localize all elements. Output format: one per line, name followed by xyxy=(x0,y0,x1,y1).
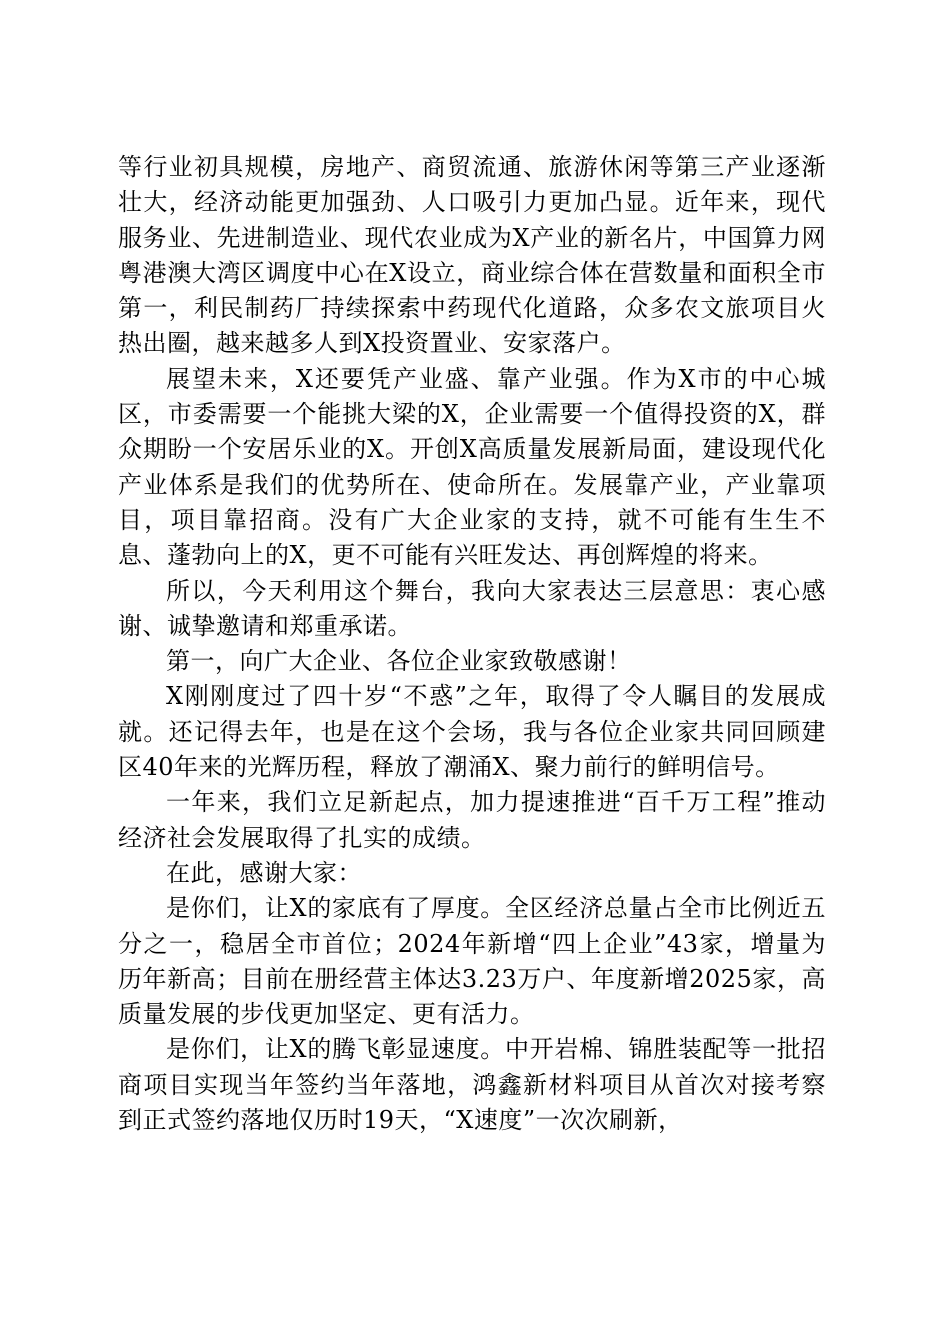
paragraph-continued: 等行业初具规模，房地产、商贸流通、旅游休闲等第三产业逐渐壮大，经济动能更加强劲、人口吸引力更加凸显。近年来，现代服务业、先进制造业、现代农业成为X产业的新名片，中国算力网粤港澳大湾区调度中心在X设立，商业综合体在营数量和面积全市第一，利民制药厂持续探索中药现代化道路，众多农文旅项目火热出圈，越来越多人到X投资置业、安家落户。 xyxy=(118,153,826,358)
paragraph-economic-base: 是你们，让X的家底有了厚度。全区经济总量占全市比例近五分之一，稳居全市首位；2024年新增“四上企业”43家，增量为历年新高；目前在册经营主体达3.23万户、年度新增2025家，高质量发展的步伐更加坚定、更有活力。 xyxy=(118,894,826,1029)
paragraph-speed: 是你们，让X的腾飞彰显速度。中开岩棉、锦胜装配等一批招商项目实现当年签约当年落地，鸿鑫新材料项目从首次对接考察到正式签约落地仅历时19天，“X速度”一次次刷新， xyxy=(118,1035,826,1135)
paragraph-anniversary: X刚刚度过了四十岁“不惑”之年，取得了令人瞩目的发展成就。还记得去年，也是在这个会场，我与各位企业家共同回顾建区40年来的光辉历程，释放了潮涌X、聚力前行的鲜明信号。 xyxy=(118,682,826,782)
paragraph-outlook: 展望未来，X还要凭产业盛、靠产业强。作为X市的中心城区，市委需要一个能挑大梁的X，企业需要一个值得投资的X，群众期盼一个安居乐业的X。开创X高质量发展新局面，建设现代化产业体系是我们的优势所在、使命所在。发展靠产业，产业靠项目，项目靠招商。没有广大企业家的支持，就不可能有生生不息、蓬勃向上的X，更不可能有兴旺发达、再创辉煌的将来。 xyxy=(118,364,826,570)
document-body xyxy=(118,150,826,1138)
paragraph-thanks: 在此，感谢大家： xyxy=(166,858,362,887)
paragraph-first-point-heading: 第一，向广大企业、各位企业家致敬感谢！ xyxy=(166,647,632,676)
paragraph-three-points: 所以，今天利用这个舞台，我向大家表达三层意思：衷心感谢、诚挚邀请和郑重承诺。 xyxy=(118,576,826,640)
paragraph-past-year: 一年来，我们立足新起点，加力提速推进“百千万工程”推动经济社会发展取得了扎实的成绩。 xyxy=(118,788,826,852)
